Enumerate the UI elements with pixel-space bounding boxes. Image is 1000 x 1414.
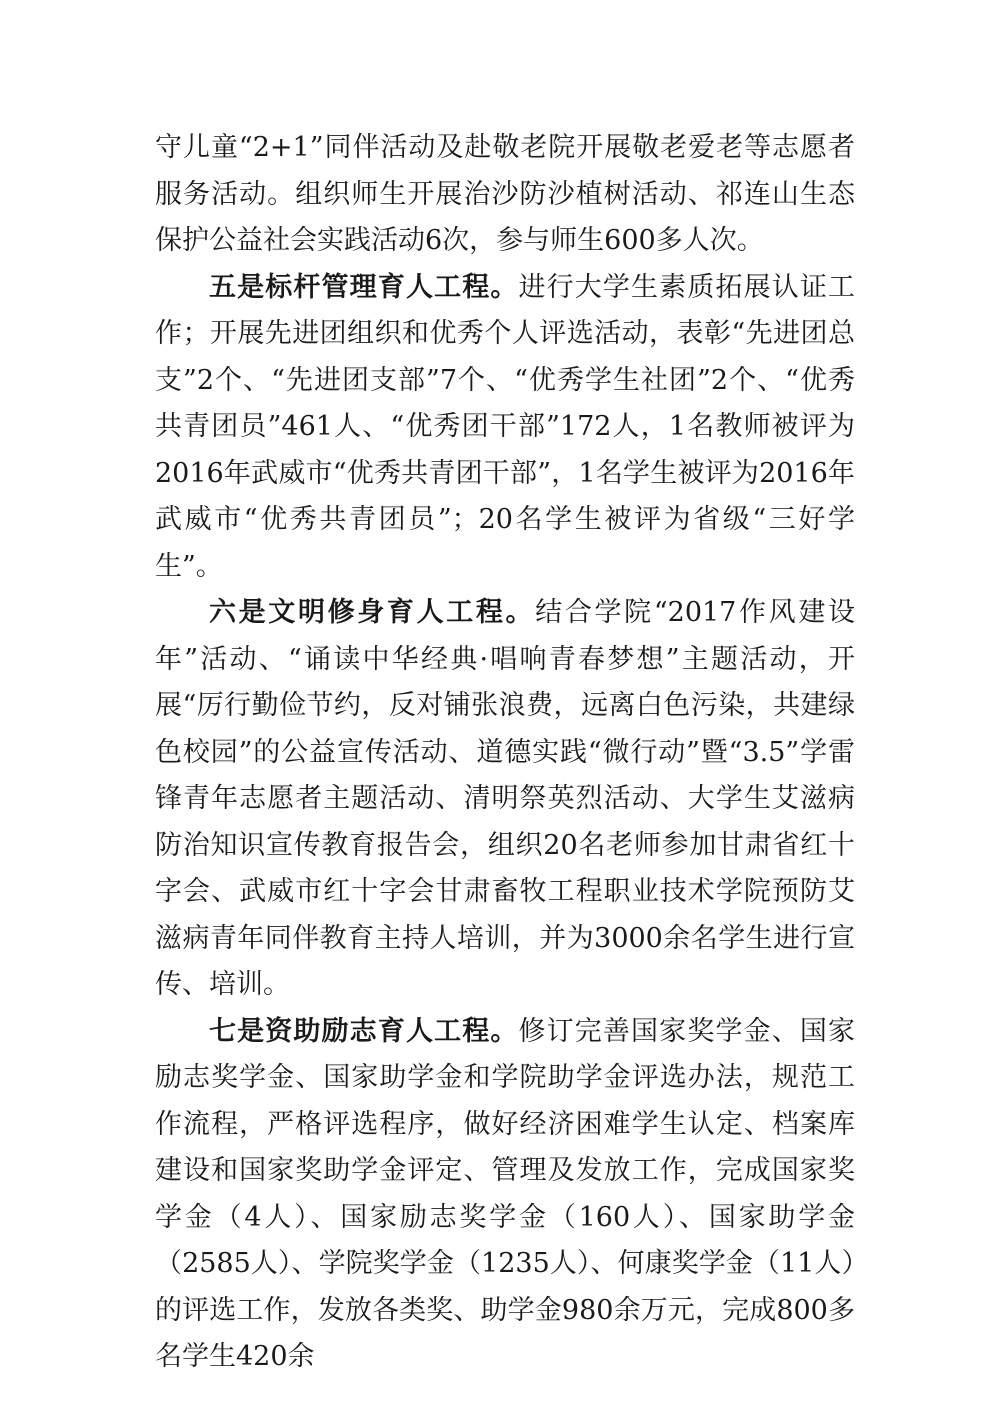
paragraph-lead-heading: 五是标杆管理育人工程。 — [209, 271, 519, 303]
paragraph-financial-aid — [155, 1009, 855, 1381]
paragraph-civility-cultivation — [155, 590, 855, 1009]
paragraph-lead-heading: 六是文明修身育人工程。 — [209, 597, 536, 628]
body-text — [155, 125, 855, 1381]
paragraph-text: 修订完善国家奖学金、国家励志奖学金、国家助学金和学院助学金评选办法，规范工作流程，严格评选程序，做好经济困难学生认定、档案库建设和国家奖助学金评定、管理及发放工作，完成国家奖学金（4人）、国家励志奖学金（160人）、国家助学金（2585人）、学院奖学金（1235人）、何康奖学金（11人）的评选工作，发放各类奖、助学金980余万元，完成800多名学生420余 — [155, 1015, 855, 1372]
paragraph-text: 结合学院“2017作风建设年”活动、“诵读中华经典·唱响青春梦想”主题活动，开展“厉行勤俭节约，反对铺张浪费，远离白色污染，共建绿色校园”的公益宣传活动、道德实践“微行动”暨“3.5”学雷锋青年志愿者主题活动、清明祭英烈活动、大学生艾滋病防治知识宣传教育报告会，组织20名老师参加甘肃省红十字会、武威市红十字会甘肃畜牧工程职业技术学院预防艾滋病青年同伴教育主持人培训，并为3000余名学生进行宣传、培训。 — [155, 597, 855, 1000]
paragraph-text: 进行大学生素质拓展认证工作；开展先进团组织和优秀个人评选活动，表彰“先进团总支”2个、“先进团支部”7个、“优秀学生社团”2个、“优秀共青团员”461人、“优秀团干部”172人，1名教师被评为2016年武威市“优秀共青团干部”，1名学生被评为2016年武威市“优秀共青团员”；20名学生被评为省级“三好学生”。 — [155, 271, 855, 582]
paragraph-benchmark-management — [155, 265, 855, 591]
paragraph-lead-heading: 七是资助励志育人工程。 — [209, 1015, 519, 1047]
paragraph-continuation — [155, 125, 855, 265]
paragraph-text: 守儿童“2+1”同伴活动及赴敬老院开展敬老爱老等志愿者服务活动。组织师生开展治沙防沙植树活动、祁连山生态保护公益社会实践活动6次，参与师生600多人次。 — [155, 132, 855, 256]
